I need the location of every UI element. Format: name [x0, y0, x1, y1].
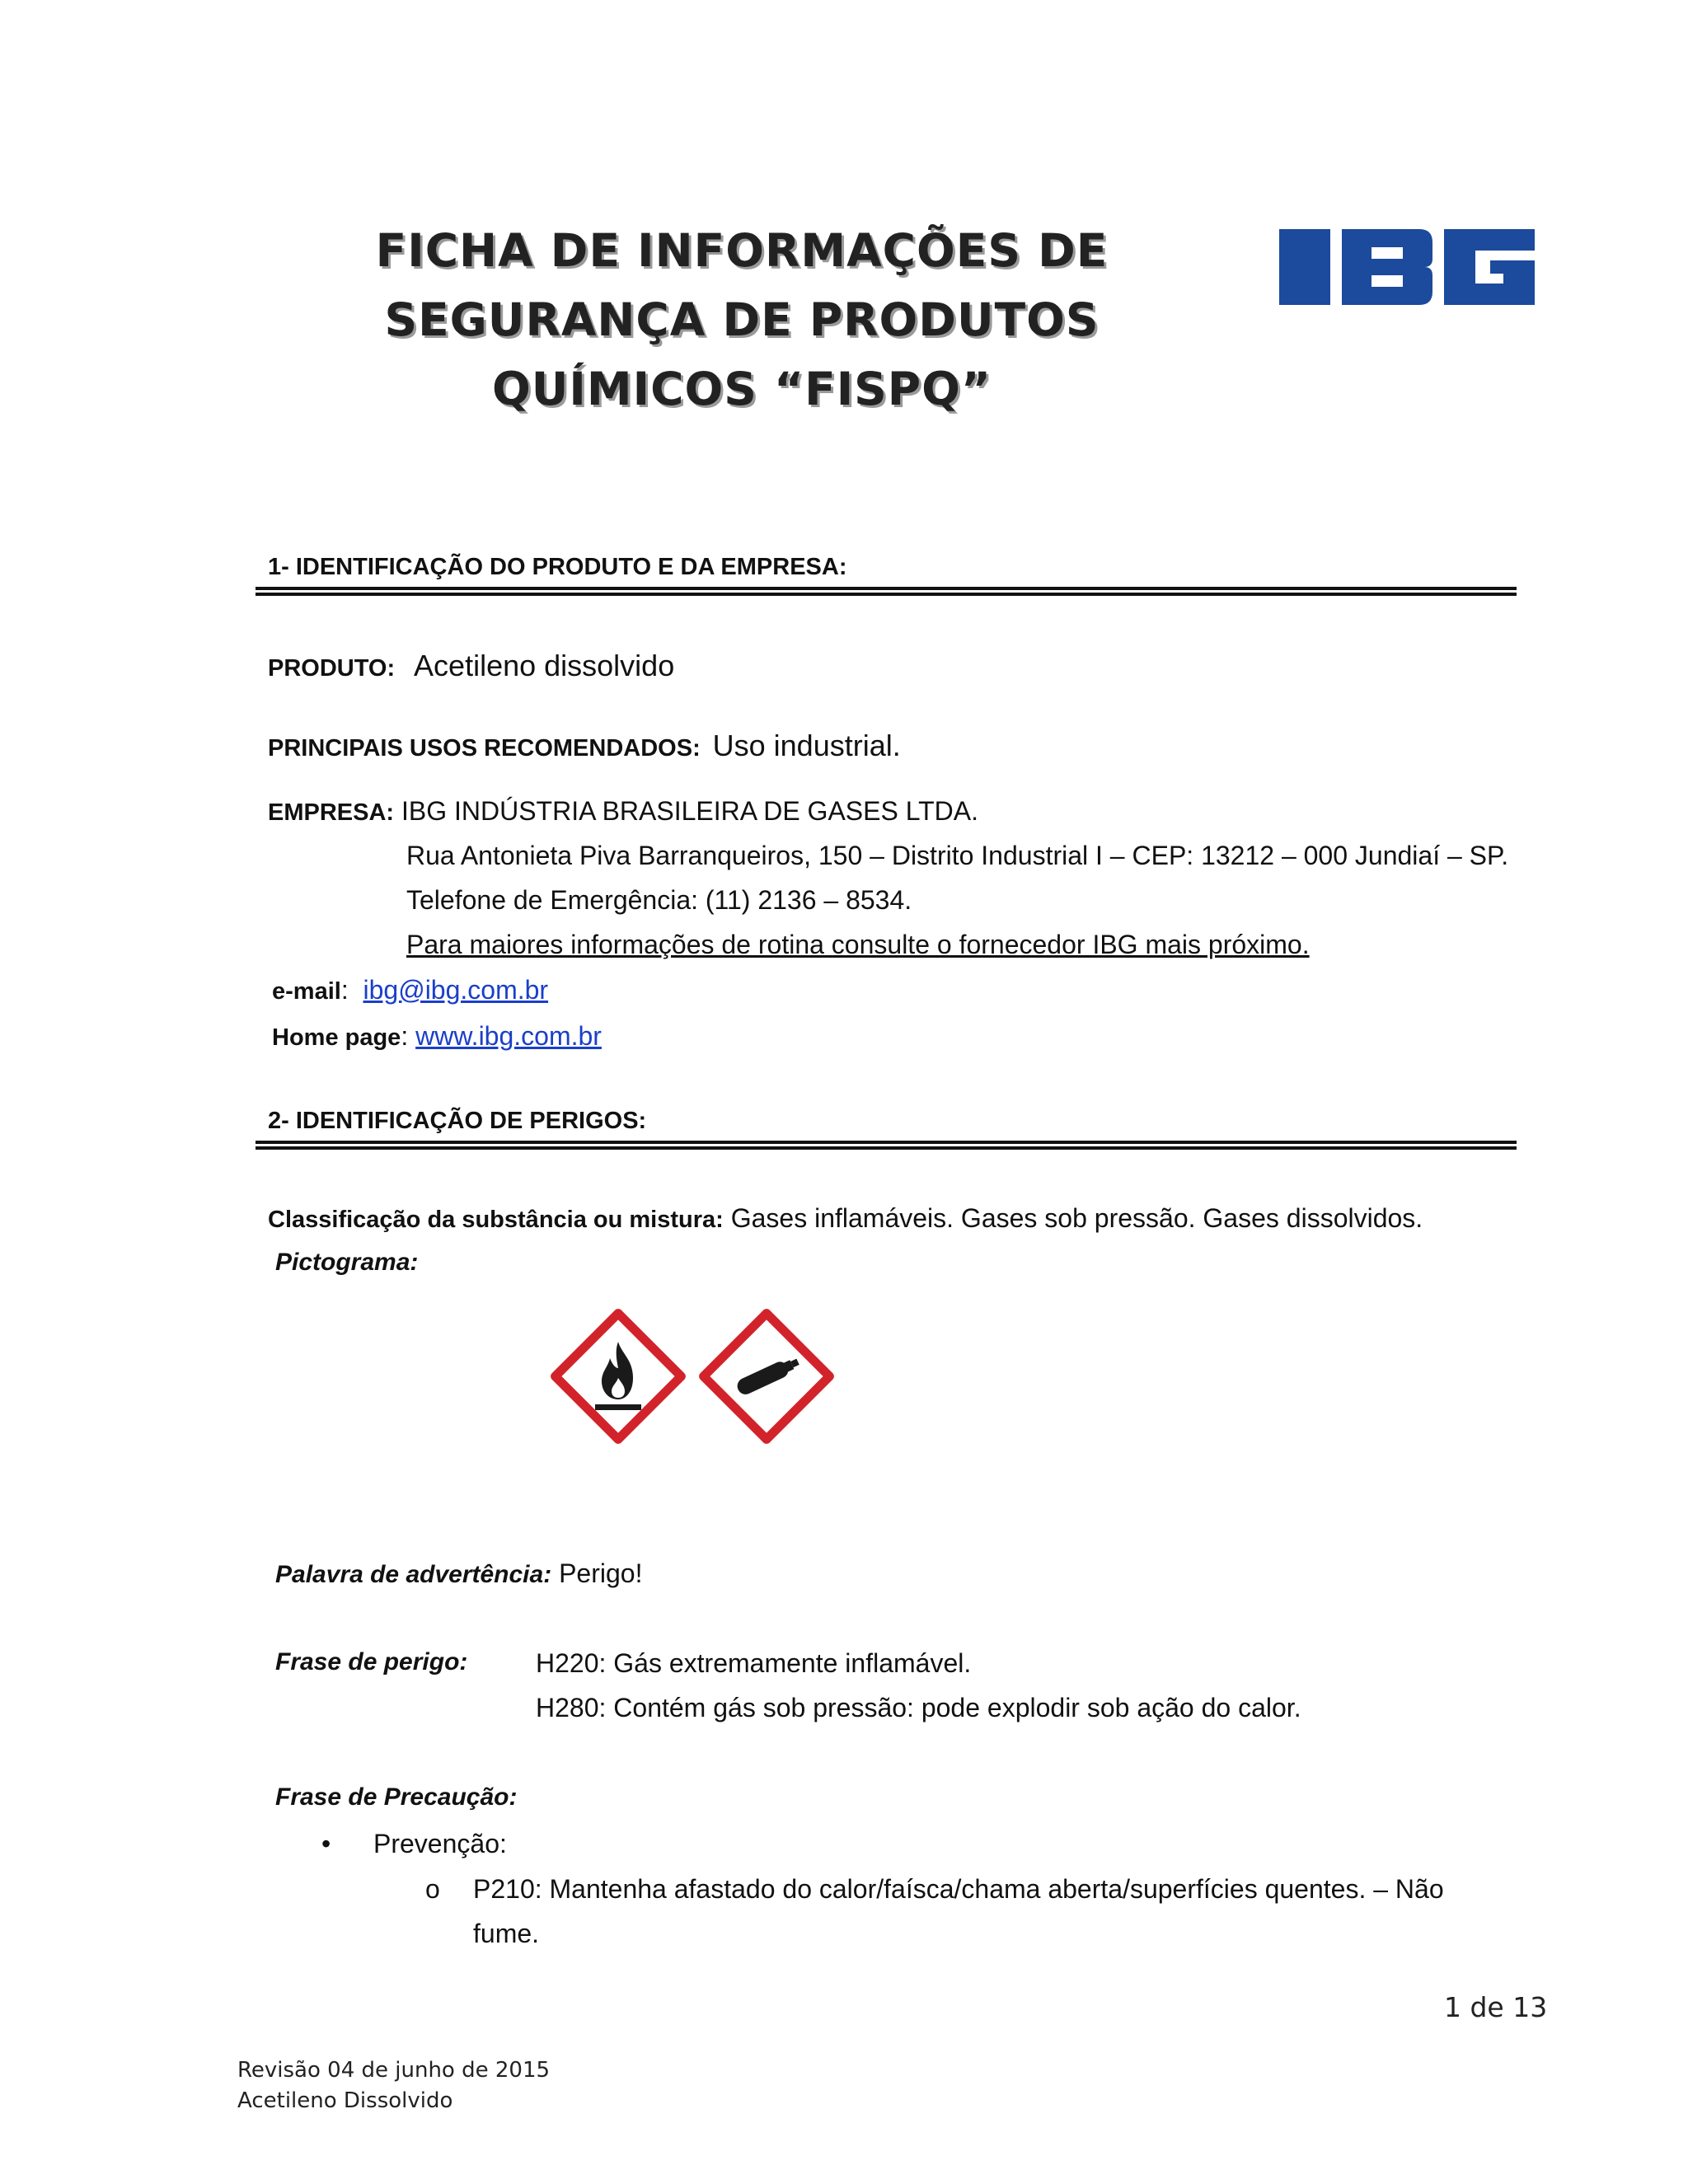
- usos-value: Uso industrial.: [712, 729, 901, 762]
- classificacao-value: Gases inflamáveis. Gases sob pressão. Gases dissolvidos.: [730, 1203, 1423, 1233]
- empresa-value: IBG INDÚSTRIA BRASILEIRA DE GASES LTDA.: [401, 796, 979, 826]
- footer-revisao: Revisão 04 de junho de 2015: [237, 2058, 551, 2083]
- frase-perigo-h280: H280: Contém gás sob pressão: pode explodir sob ação do calor.: [536, 1693, 1301, 1722]
- produto-label: PRODUTO:: [268, 655, 396, 682]
- section-2-rule: [256, 1141, 1517, 1154]
- palavra-label: Palavra de advertência:: [275, 1561, 552, 1588]
- p210-line-2: fume.: [473, 1919, 540, 1948]
- empresa-row: [268, 796, 978, 827]
- frase-perigo-label: Frase de perigo:: [275, 1648, 468, 1675]
- email-link[interactable]: ibg@ibg.com.br: [363, 975, 549, 1005]
- classificacao-row: [268, 1203, 1423, 1234]
- title-line-1: FICHA DE INFORMAÇÕES DE: [375, 224, 1109, 277]
- ibg-logo: [1279, 229, 1535, 305]
- produto-value: Acetileno dissolvido: [414, 649, 675, 682]
- title-line-2: SEGURANÇA DE PRODUTOS: [384, 293, 1100, 346]
- section-2-heading: 2- IDENTIFICAÇÃO DE PERIGOS:: [268, 1108, 647, 1134]
- email-label: e-mail: [272, 978, 341, 1005]
- email-row: e-mail: ibg@ibg.com.br: [272, 975, 549, 1005]
- palavra-row: [275, 1558, 642, 1589]
- telefone: Telefone de Emergência: (11) 2136 – 8534.: [406, 885, 912, 915]
- title-line-3: QUÍMICOS “FISPQ”: [492, 363, 992, 415]
- gas-cylinder-pictogram: [692, 1302, 841, 1451]
- usos-row: [268, 729, 901, 763]
- produto-row: [268, 649, 674, 683]
- homepage-label: Home page: [272, 1024, 401, 1051]
- homepage-row: Home page: www.ibg.com.br: [272, 1021, 602, 1051]
- document-title: [305, 216, 1179, 424]
- homepage-link[interactable]: www.ibg.com.br: [415, 1021, 602, 1051]
- pictograma-label: Pictograma:: [275, 1249, 419, 1276]
- prevencao-label: Prevenção:: [373, 1829, 507, 1858]
- info-fornecedor: Para maiores informações de rotina consulte o fornecedor IBG mais próximo.: [406, 930, 1310, 959]
- palavra-value: Perigo!: [559, 1558, 643, 1588]
- page-number: 1 de 13: [1444, 1991, 1548, 2023]
- frase-perigo-h220: H220: Gás extremamente inflamável.: [536, 1648, 972, 1678]
- section-1-rule: [256, 587, 1517, 600]
- flame-pictogram: [544, 1302, 692, 1451]
- prevencao-bullet: •: [321, 1829, 331, 1858]
- classificacao-label: Classificação da substância ou mistura:: [268, 1207, 724, 1233]
- endereco: Rua Antonieta Piva Barranqueiros, 150 – Distrito Industrial I – CEP: 13212 – 000 Jundiaí – SP.: [406, 841, 1509, 870]
- usos-label: PRINCIPAIS USOS RECOMENDADOS:: [268, 735, 701, 762]
- frase-precaucao-label: Frase de Precaução:: [275, 1783, 518, 1811]
- footer-produto: Acetileno Dissolvido: [237, 2088, 453, 2113]
- section-1-heading: 1- IDENTIFICAÇÃO DO PRODUTO E DA EMPRESA:: [268, 554, 847, 580]
- p210-line-1: P210: Mantenha afastado do calor/faísca/chama aberta/superfícies quentes. – Não: [473, 1874, 1444, 1904]
- empresa-label: EMPRESA:: [268, 799, 395, 826]
- p210-bullet: o: [425, 1874, 440, 1904]
